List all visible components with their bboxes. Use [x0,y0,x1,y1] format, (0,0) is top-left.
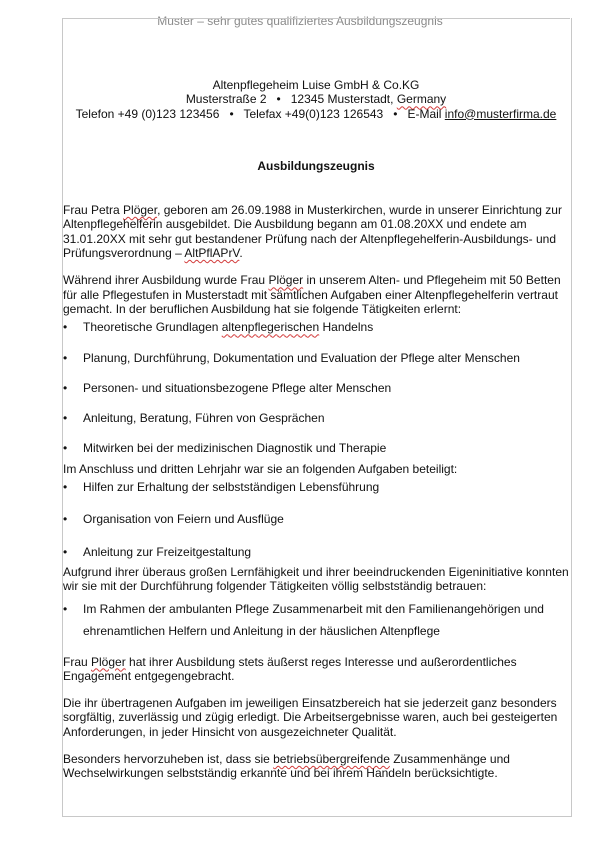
separator: • [229,106,234,121]
bullet-icon: • [63,601,68,616]
text-run: Hilfen zur Erhaltung der selbstständigen Lebensführung [83,480,380,495]
name-ploeger: Plöger [123,203,158,218]
text-run: Planung, Durchführung, Dokumentation und Evaluation der Pflege alter Menschen [83,350,520,365]
text-run: Zusammenhänge und Wechselwirkungen selbstständig erkannte und bei ihrem Handeln berücksichtigte. [63,752,510,781]
name-ploeger: Plöger [91,654,126,669]
phone: Telefon +49 (0)123 123456 [75,106,220,121]
document-heading: Ausbildungszeugnis [257,158,375,173]
text-run: Theoretische Grundlagen [83,320,222,335]
text-run: Frau Petra [63,203,124,218]
bullet-icon: • [63,441,68,456]
bullet-icon: • [63,480,68,495]
independent-tasks-list [63,598,569,642]
text-run: Mitwirken bei der medizinischen Diagnostik und Therapie [83,441,387,456]
letterhead [63,78,569,121]
text-run: Handelns [319,320,374,335]
paragraph-initiative: Aufgrund ihrer überaus großen Lernfähigkeit und ihrer beeindruckenden Eigeninitiative konnten wir sie mit der Durchführung folgender Tätigkeiten völlig selbstständig betrauen: [63,564,569,594]
list-item [63,411,569,425]
list-item [63,351,569,365]
text-run: Personen- und situationsbezogene Pflege alter Menschen [83,380,392,395]
tasks-list [63,480,569,559]
text-run: Frau [63,654,92,669]
text-run: betriebsübergreifende [273,752,390,767]
list-item [63,545,569,559]
company-contact [63,107,569,121]
text-run: Anleitung zur Freizeitgestaltung [83,544,252,559]
bullet-icon: • [63,350,68,365]
separator: • [276,92,281,107]
paragraph-performance: Die ihr übertragenen Aufgaben im jeweiligen Einsatzbereich hat sie jederzeit ganz besonders sorgfältig, zuverlässig und zügig erledigt. Die Arbeitsergebnisse waren, auch bei gesteigerten Anforderungen, in jeder Hinsicht von ausgezeichneter Qualität. [63,696,558,739]
list-item [63,381,569,395]
paragraph-third-year: Im Anschluss und dritten Lehrjahr war sie an folgenden Aufgaben beteiligt: [63,461,458,476]
document-body[interactable] [63,78,569,781]
paragraph-training [63,273,569,316]
text-run: in unserem Alten- und Pflegeheim mit 50 Betten für alle Pflegestufen in Musterstadt mit sämtlichen Aufgaben einer Altenpflegehelferin vertraut gemacht. In der beruflichen Ausbildung hat sie folgende Tätigkeiten erlernt: [63,273,561,316]
text-run: . [239,246,243,261]
bullet-icon: • [63,411,68,426]
list-item [63,441,569,455]
paragraph-engagement [63,655,569,684]
paragraph-closing [63,752,569,781]
list-item [63,320,569,334]
company-address [63,92,569,106]
bullet-icon: • [63,544,68,559]
list-item [63,480,569,494]
skills-list [63,320,569,455]
abbreviation: AltPflAPrV [184,246,240,261]
paragraph-intro [63,203,569,260]
text-run: Organisation von Feiern und Ausflüge [83,512,284,527]
text-run: Anleitung, Beratung, Führen von Gesprächen [83,411,325,426]
address-city: 12345 Musterstadt, [290,92,397,107]
address-country: Germany [396,92,447,107]
list-item [63,512,569,526]
list-item [63,598,569,642]
text-run: , geboren am 26.09.1988 in Musterkirchen, wurde in unserer Einrichtung zur Altenpflegehelferin ausgebildet. Die Ausbildung begann am 01.08.20XX und endete am 31.01.20XX mit sehr gut bestandener Prüfung nach der Altenpflegehelferin-Ausbildungs- und Prüfungsverordnung – [63,203,562,261]
page-top-border [62,18,570,19]
document-title: Muster – sehr gutes qualifiziertes Ausbildungszeugnis [157,14,443,28]
email-link[interactable]: info@musterfirma.de [444,106,557,121]
name-ploeger: Plöger [268,273,304,288]
email-label: E-Mail [407,106,445,121]
text-run: Besonders hervorzuheben ist, dass sie [63,752,274,767]
company-name: Altenpflegeheim Luise GmbH & Co.KG [212,78,420,92]
text-run: Während ihrer Ausbildung wurde Frau [63,273,269,288]
separator: • [393,106,398,121]
text-run: altenpflegerischen [221,320,320,335]
text-run: hat ihrer Ausbildung stets äußerst reges Interesse und außerordentliches Engagement entgegengebracht. [63,654,517,683]
bullet-icon: • [63,512,68,527]
fax: Telefax +49(0)123 126543 [243,106,384,121]
text-run: Im Rahmen der ambulanten Pflege Zusammenarbeit mit den Familienangehörigen und ehrenamtlichen Helfern und Anleitung in der häuslichen Altenpflege [83,601,544,638]
bullet-icon: • [63,380,68,395]
address-street: Musterstraße 2 [185,92,267,107]
bullet-icon: • [63,320,68,335]
